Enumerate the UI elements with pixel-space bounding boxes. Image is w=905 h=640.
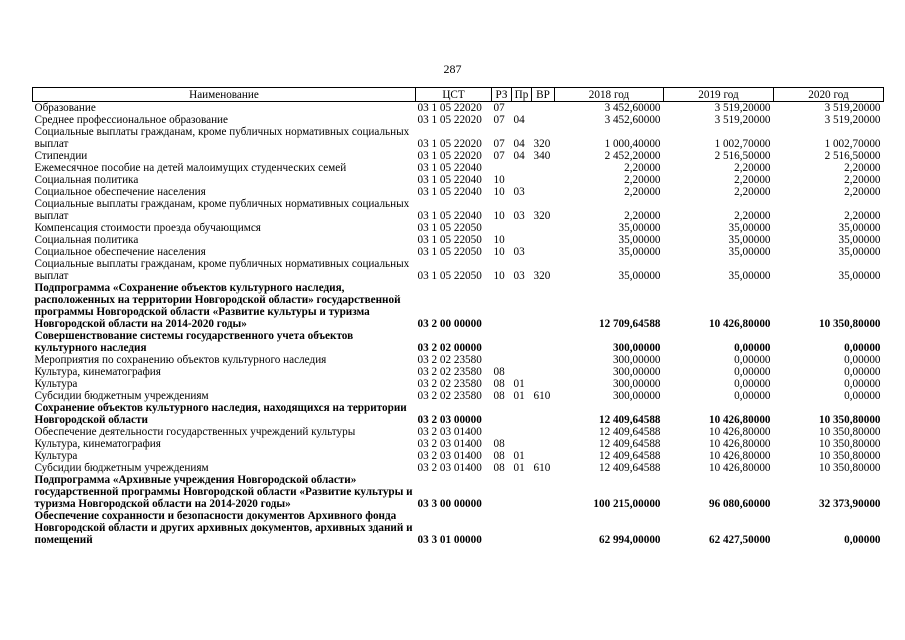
row-pr [512, 354, 532, 366]
row-value-2018: 12 409,64588 [598, 450, 661, 462]
table-row [33, 234, 884, 246]
row-name: Стипендии [34, 150, 88, 162]
row-rz [492, 330, 512, 354]
row-vr [532, 366, 555, 378]
row-value-2020: 10 350,80000 [818, 426, 881, 438]
row-value-2019: 2,20000 [734, 162, 771, 174]
row-value-2019: 35,00000 [728, 234, 771, 246]
row-vr [532, 450, 555, 462]
row-cst: 03 1 05 22040 [417, 162, 482, 174]
row-rz: 08 [493, 366, 505, 378]
row-pr [512, 102, 532, 115]
row-value-2019: 2,20000 [734, 210, 771, 222]
row-vr [532, 354, 555, 366]
row-name: Социальные выплаты гражданам, кроме публичных нормативных социальных выплат [34, 126, 410, 150]
row-cst: 03 1 05 22040 [417, 210, 482, 222]
row-pr [512, 222, 532, 234]
row-value-2020: 0,00000 [844, 354, 881, 366]
row-value-2019: 3 519,20000 [714, 114, 771, 126]
row-value-2018: 300,00000 [612, 378, 661, 390]
row-cst: 03 2 03 01400 [417, 462, 482, 474]
row-value-2020: 3 519,20000 [824, 114, 881, 126]
table-row [33, 378, 884, 390]
row-vr: 320 [533, 270, 551, 282]
row-pr: 01 [513, 378, 525, 390]
row-name: Обеспечение сохранности и безопасности документов Архивного фонда Новгородской области и других архивных документов, архивных зданий и помещений [34, 510, 413, 546]
row-cst: 03 1 05 22050 [417, 270, 482, 282]
row-pr: 01 [513, 450, 525, 462]
row-value-2019: 2,20000 [734, 174, 771, 186]
row-vr [532, 402, 555, 426]
row-name: Социальное обеспечение населения [34, 246, 206, 258]
row-value-2019: 10 426,80000 [708, 414, 771, 426]
table-row [33, 186, 884, 198]
row-pr [512, 162, 532, 174]
row-value-2020: 35,00000 [838, 234, 881, 246]
table-row [33, 162, 884, 174]
row-cst: 03 1 05 22040 [417, 174, 482, 186]
row-pr [512, 330, 532, 354]
row-vr [532, 162, 555, 174]
row-name: Субсидии бюджетным учреждениям [34, 390, 209, 402]
table-row [33, 510, 884, 546]
row-rz: 07 [493, 138, 505, 150]
row-value-2018: 12 409,64588 [598, 438, 661, 450]
row-rz: 08 [493, 462, 505, 474]
row-cst: 03 3 01 00000 [417, 534, 482, 546]
row-cst: 03 1 05 22040 [417, 186, 482, 198]
row-name: Совершенствование системы государственного учета объектов культурного наследия [34, 330, 354, 354]
row-vr [532, 114, 555, 126]
row-value-2020: 0,00000 [844, 366, 881, 378]
row-value-2018: 35,00000 [618, 246, 661, 258]
row-vr [532, 174, 555, 186]
row-cst: 03 2 00 00000 [417, 318, 482, 330]
row-pr [512, 174, 532, 186]
row-cst: 03 2 02 23580 [417, 378, 482, 390]
row-name: Социальные выплаты гражданам, кроме публичных нормативных социальных выплат [34, 198, 410, 222]
row-vr [532, 222, 555, 234]
row-vr [532, 426, 555, 438]
row-value-2018: 300,00000 [612, 342, 661, 354]
table-row [33, 330, 884, 354]
row-pr [512, 474, 532, 510]
row-rz: 08 [493, 378, 505, 390]
row-value-2019: 1 002,70000 [714, 138, 771, 150]
row-pr: 03 [513, 270, 525, 282]
row-name: Подпрограмма «Архивные учреждения Новгородской области» государственной программы Новгородской области «Развитие культуры и туризма Новгородской области на 2014-2020 годы» [34, 474, 413, 510]
row-rz [492, 474, 512, 510]
row-cst: 03 2 02 23580 [417, 354, 482, 366]
row-value-2018: 3 452,60000 [604, 102, 661, 114]
row-rz: 07 [493, 102, 505, 114]
row-vr [532, 282, 555, 330]
row-vr [532, 246, 555, 258]
row-cst: 03 1 05 22020 [417, 114, 482, 126]
row-value-2019: 10 426,80000 [708, 450, 771, 462]
row-cst: 03 1 05 22050 [417, 246, 482, 258]
row-value-2018: 35,00000 [618, 270, 661, 282]
row-value-2019: 96 080,60000 [708, 498, 771, 510]
row-name: Культура [34, 450, 78, 462]
row-value-2018: 35,00000 [618, 234, 661, 246]
table-header-row [33, 88, 884, 102]
row-pr [512, 438, 532, 450]
row-value-2020: 1 002,70000 [824, 138, 881, 150]
table-row [33, 174, 884, 186]
table-row [33, 366, 884, 378]
row-value-2020: 2,20000 [844, 162, 881, 174]
row-value-2020: 35,00000 [838, 270, 881, 282]
row-value-2019: 2 516,50000 [714, 150, 771, 162]
table-row [33, 402, 884, 426]
row-value-2020: 0,00000 [844, 378, 881, 390]
row-value-2018: 35,00000 [618, 222, 661, 234]
row-value-2018: 12 409,64588 [598, 426, 661, 438]
table-row [33, 222, 884, 234]
row-vr [532, 510, 555, 546]
row-vr [532, 474, 555, 510]
row-vr [532, 234, 555, 246]
row-name: Культура, кинематография [34, 438, 161, 450]
row-rz: 10 [493, 174, 505, 186]
row-value-2020: 0,00000 [844, 534, 881, 546]
row-value-2020: 10 350,80000 [818, 462, 881, 474]
row-pr [512, 234, 532, 246]
header-2019: 2019 год [664, 88, 774, 102]
row-vr [532, 330, 555, 354]
row-rz [492, 354, 512, 366]
row-value-2019: 3 519,20000 [714, 102, 771, 114]
row-value-2020: 0,00000 [844, 390, 881, 402]
table-row [33, 354, 884, 366]
row-value-2020: 10 350,80000 [818, 318, 881, 330]
row-value-2019: 35,00000 [728, 246, 771, 258]
row-name: Социальная политика [34, 174, 139, 186]
row-value-2018: 2,20000 [624, 162, 661, 174]
row-vr: 340 [533, 150, 551, 162]
row-value-2020: 2,20000 [844, 210, 881, 222]
row-pr: 03 [513, 186, 525, 198]
row-rz [492, 402, 512, 426]
table-row [33, 258, 884, 282]
row-cst: 03 2 03 01400 [417, 438, 482, 450]
row-value-2019: 35,00000 [728, 270, 771, 282]
row-cst: 03 1 05 22050 [417, 234, 482, 246]
row-vr: 320 [533, 210, 551, 222]
budget-table [32, 87, 884, 546]
row-pr: 04 [513, 114, 525, 126]
row-value-2020: 35,00000 [838, 222, 881, 234]
table-row [33, 438, 884, 450]
header-2020: 2020 год [774, 88, 884, 102]
row-value-2018: 2 452,20000 [604, 150, 661, 162]
row-value-2019: 62 427,50000 [708, 534, 771, 546]
row-rz [492, 222, 512, 234]
row-rz: 10 [493, 246, 505, 258]
table-row [33, 150, 884, 162]
row-name: Сохранение объектов культурного наследия, находящихся на территории Новгородской области [34, 402, 407, 426]
row-value-2018: 100 215,00000 [593, 498, 661, 510]
header-pr: Пр [512, 88, 532, 102]
row-value-2018: 2,20000 [624, 186, 661, 198]
row-pr: 04 [513, 150, 525, 162]
row-value-2018: 2,20000 [624, 174, 661, 186]
row-pr [512, 402, 532, 426]
row-vr: 320 [533, 138, 551, 150]
table-row [33, 462, 884, 474]
row-value-2020: 2,20000 [844, 186, 881, 198]
row-value-2020: 10 350,80000 [818, 414, 881, 426]
row-pr: 03 [513, 210, 525, 222]
row-pr [512, 366, 532, 378]
row-value-2019: 10 426,80000 [708, 318, 771, 330]
table-row [33, 102, 884, 115]
row-pr: 01 [513, 390, 525, 402]
row-cst: 03 1 05 22050 [417, 222, 482, 234]
row-value-2020: 10 350,80000 [818, 450, 881, 462]
header-vr: ВР [532, 88, 555, 102]
row-name: Среднее профессиональное образование [34, 114, 229, 126]
row-pr [512, 426, 532, 438]
row-value-2019: 0,00000 [734, 378, 771, 390]
row-value-2018: 300,00000 [612, 366, 661, 378]
row-value-2020: 10 350,80000 [818, 438, 881, 450]
row-cst: 03 2 02 00000 [417, 342, 482, 354]
row-value-2018: 62 994,00000 [598, 534, 661, 546]
row-pr: 03 [513, 246, 525, 258]
row-value-2019: 0,00000 [734, 366, 771, 378]
row-cst: 03 1 05 22020 [417, 150, 482, 162]
row-value-2020: 2 516,50000 [824, 150, 881, 162]
header-name: Наименование [33, 88, 416, 102]
row-rz: 08 [493, 438, 505, 450]
row-cst: 03 2 02 23580 [417, 366, 482, 378]
row-name: Социальные выплаты гражданам, кроме публичных нормативных социальных выплат [34, 258, 410, 282]
row-name: Культура, кинематография [34, 366, 161, 378]
row-value-2018: 2,20000 [624, 210, 661, 222]
row-name: Образование [34, 102, 96, 114]
table-row [33, 114, 884, 126]
table-row [33, 474, 884, 510]
row-value-2018: 12 409,64588 [598, 462, 661, 474]
row-value-2019: 10 426,80000 [708, 438, 771, 450]
row-rz: 08 [493, 450, 505, 462]
row-value-2020: 35,00000 [838, 246, 881, 258]
row-name: Социальное обеспечение населения [34, 186, 206, 198]
row-cst: 03 2 03 01400 [417, 450, 482, 462]
row-rz: 10 [493, 234, 505, 246]
row-rz: 10 [493, 270, 505, 282]
row-value-2019: 2,20000 [734, 186, 771, 198]
row-rz [492, 426, 512, 438]
row-rz [492, 510, 512, 546]
table-row [33, 450, 884, 462]
row-value-2018: 300,00000 [612, 390, 661, 402]
row-vr [532, 186, 555, 198]
row-value-2020: 32 373,90000 [818, 498, 881, 510]
row-rz: 07 [493, 114, 505, 126]
row-value-2020: 3 519,20000 [824, 102, 881, 114]
row-cst: 03 3 00 00000 [417, 498, 482, 510]
row-name: Обеспечение деятельности государственных учреждений культуры [34, 426, 356, 438]
row-rz: 07 [493, 150, 505, 162]
row-value-2018: 1 000,40000 [604, 138, 661, 150]
row-cst: 03 2 03 01400 [417, 426, 482, 438]
row-value-2019: 10 426,80000 [708, 462, 771, 474]
row-pr: 04 [513, 138, 525, 150]
row-value-2019: 0,00000 [734, 390, 771, 402]
row-name: Субсидии бюджетным учреждениям [34, 462, 209, 474]
row-vr [532, 102, 555, 115]
row-value-2018: 300,00000 [612, 354, 661, 366]
row-value-2020: 0,00000 [844, 342, 881, 354]
row-vr: 610 [533, 462, 551, 474]
row-value-2018: 12 409,64588 [598, 414, 661, 426]
row-rz [492, 282, 512, 330]
row-value-2018: 12 709,64588 [598, 318, 661, 330]
row-pr [512, 282, 532, 330]
table-row [33, 390, 884, 402]
row-name: Подпрограмма «Сохранение объектов культурного наследия, расположенных на территории Новгородской области» государственной программы Новгородской области «Развитие культуры и туризма Новгородской области на 2014-2020 годы» [34, 282, 401, 330]
table-row [33, 426, 884, 438]
row-cst: 03 2 02 23580 [417, 390, 482, 402]
row-vr [532, 438, 555, 450]
header-rz: РЗ [492, 88, 512, 102]
row-cst: 03 1 05 22020 [417, 102, 482, 114]
table-row [33, 246, 884, 258]
page-number: 287 [443, 62, 462, 76]
row-pr: 01 [513, 462, 525, 474]
row-cst: 03 1 05 22020 [417, 138, 482, 150]
row-rz: 10 [493, 186, 505, 198]
row-name: Социальная политика [34, 234, 139, 246]
table-row [33, 198, 884, 222]
row-pr [512, 510, 532, 546]
row-value-2020: 2,20000 [844, 174, 881, 186]
row-value-2018: 3 452,60000 [604, 114, 661, 126]
row-cst: 03 2 03 00000 [417, 414, 482, 426]
row-value-2019: 0,00000 [734, 342, 771, 354]
row-name: Культура [34, 378, 78, 390]
row-value-2019: 10 426,80000 [708, 426, 771, 438]
row-vr: 610 [533, 390, 551, 402]
header-2018: 2018 год [555, 88, 664, 102]
row-value-2019: 35,00000 [728, 222, 771, 234]
row-name: Компенсация стоимости проезда обучающимся [34, 222, 261, 234]
row-vr [532, 378, 555, 390]
row-value-2019: 0,00000 [734, 354, 771, 366]
row-name: Ежемесячное пособие на детей малоимущих студенческих семей [34, 162, 347, 174]
header-cst: ЦСТ [416, 88, 492, 102]
table-row [33, 282, 884, 330]
row-rz: 10 [493, 210, 505, 222]
row-rz: 08 [493, 390, 505, 402]
row-name: Мероприятия по сохранению объектов культурного наследия [34, 354, 327, 366]
table-row [33, 126, 884, 150]
row-rz [492, 162, 512, 174]
